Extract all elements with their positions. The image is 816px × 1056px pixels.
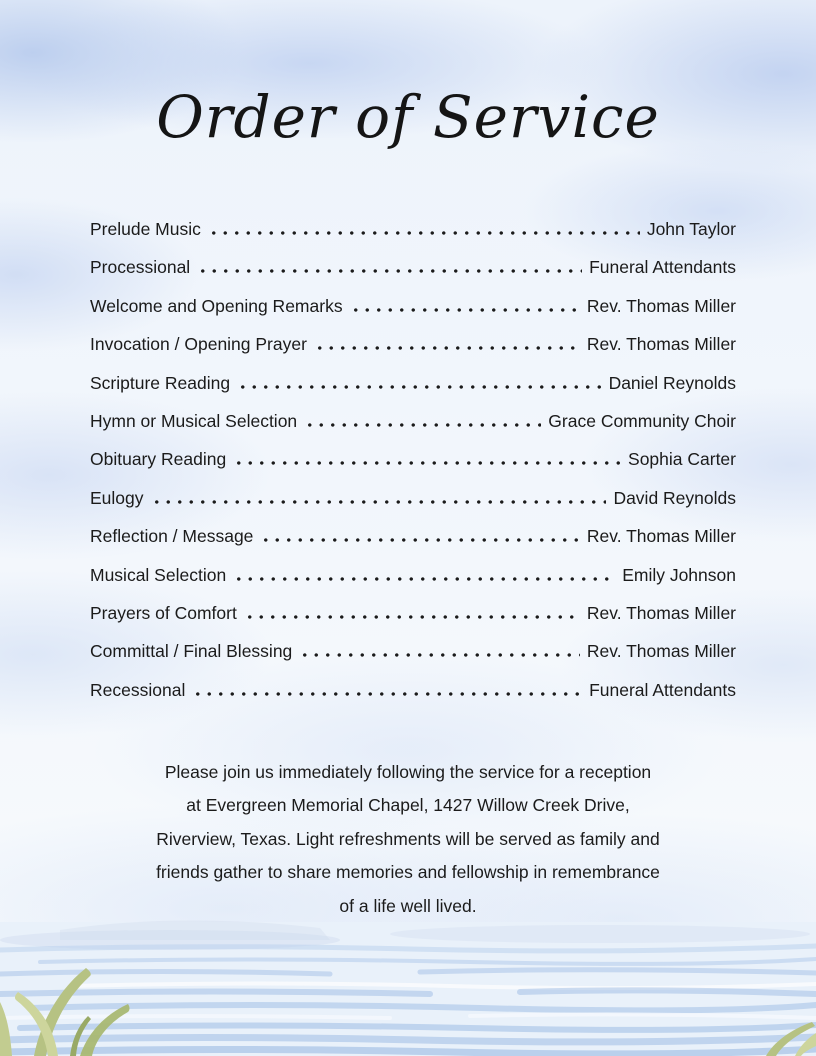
reception-note-line: friends gather to share memories and fellowship in remembrance bbox=[156, 862, 660, 883]
service-item-label: Prayers of Comfort bbox=[90, 602, 237, 623]
service-item bbox=[90, 364, 736, 402]
dotted-leader bbox=[350, 308, 580, 312]
dotted-leader bbox=[233, 461, 621, 465]
service-item-label: Recessional bbox=[90, 679, 186, 700]
service-item-name: Rev. Thomas Miller bbox=[586, 526, 736, 547]
dotted-leader bbox=[197, 269, 582, 273]
service-item-label: Hymn or Musical Selection bbox=[90, 410, 298, 431]
service-item bbox=[90, 210, 736, 248]
service-item-name: Grace Community Choir bbox=[548, 410, 736, 431]
service-item bbox=[90, 479, 736, 517]
service-item bbox=[90, 594, 736, 632]
service-item-name: Funeral Attendants bbox=[589, 679, 736, 700]
water-waves bbox=[0, 920, 816, 1056]
service-item bbox=[90, 402, 736, 440]
service-item-name: Rev. Thomas Miller bbox=[586, 334, 736, 355]
service-item bbox=[90, 287, 736, 325]
water-scene-illustration bbox=[0, 906, 816, 1056]
service-item-name: Daniel Reynolds bbox=[608, 372, 736, 393]
reception-note-line: of a life well lived. bbox=[339, 895, 477, 916]
dotted-leader bbox=[299, 653, 580, 657]
service-item-name: Rev. Thomas Miller bbox=[586, 641, 736, 662]
service-item-label: Processional bbox=[90, 257, 191, 278]
service-item-name: Funeral Attendants bbox=[589, 257, 736, 278]
service-item bbox=[90, 671, 736, 709]
service-item-label: Reflection / Message bbox=[90, 526, 254, 547]
service-item-name: David Reynolds bbox=[613, 487, 736, 508]
dotted-leader bbox=[314, 346, 580, 350]
service-item-label: Eulogy bbox=[90, 487, 144, 508]
service-item-label: Musical Selection bbox=[90, 564, 227, 585]
service-item-label: Invocation / Opening Prayer bbox=[90, 334, 307, 355]
dotted-leader bbox=[260, 538, 579, 542]
dotted-leader bbox=[151, 500, 607, 504]
dotted-leader bbox=[208, 231, 640, 235]
dotted-leader bbox=[237, 385, 601, 389]
order-of-service-list bbox=[90, 210, 736, 709]
service-item-name: John Taylor bbox=[646, 219, 736, 239]
service-item bbox=[90, 440, 736, 478]
dotted-leader bbox=[244, 615, 580, 619]
page-title: Order of Service bbox=[156, 83, 660, 151]
service-item-label: Welcome and Opening Remarks bbox=[90, 295, 343, 316]
service-item-name: Emily Johnson bbox=[622, 564, 736, 585]
service-item-label: Obituary Reading bbox=[90, 449, 227, 470]
reception-note-line: Please join us immediately following the service for a reception bbox=[164, 762, 652, 782]
service-item-label: Prelude Music bbox=[90, 219, 201, 239]
reception-note bbox=[68, 756, 748, 923]
service-item bbox=[90, 248, 736, 286]
service-item-label: Scripture Reading bbox=[90, 372, 231, 393]
dotted-leader bbox=[304, 423, 541, 427]
service-item-name: Rev. Thomas Miller bbox=[586, 295, 736, 316]
dotted-leader bbox=[233, 577, 615, 581]
reception-note-line: Riverview, Texas. Light refreshments will be served as family and bbox=[156, 828, 660, 849]
service-item bbox=[90, 632, 736, 670]
dotted-leader bbox=[192, 692, 582, 696]
service-item bbox=[90, 517, 736, 555]
service-item bbox=[90, 556, 736, 594]
service-item bbox=[90, 325, 736, 363]
service-item-label: Committal / Final Blessing bbox=[90, 641, 293, 662]
service-item-name: Sophia Carter bbox=[628, 449, 736, 470]
service-item-name: Rev. Thomas Miller bbox=[586, 602, 736, 623]
reception-note-line: at Evergreen Memorial Chapel, 1427 Willow Creek Drive, bbox=[186, 795, 630, 816]
